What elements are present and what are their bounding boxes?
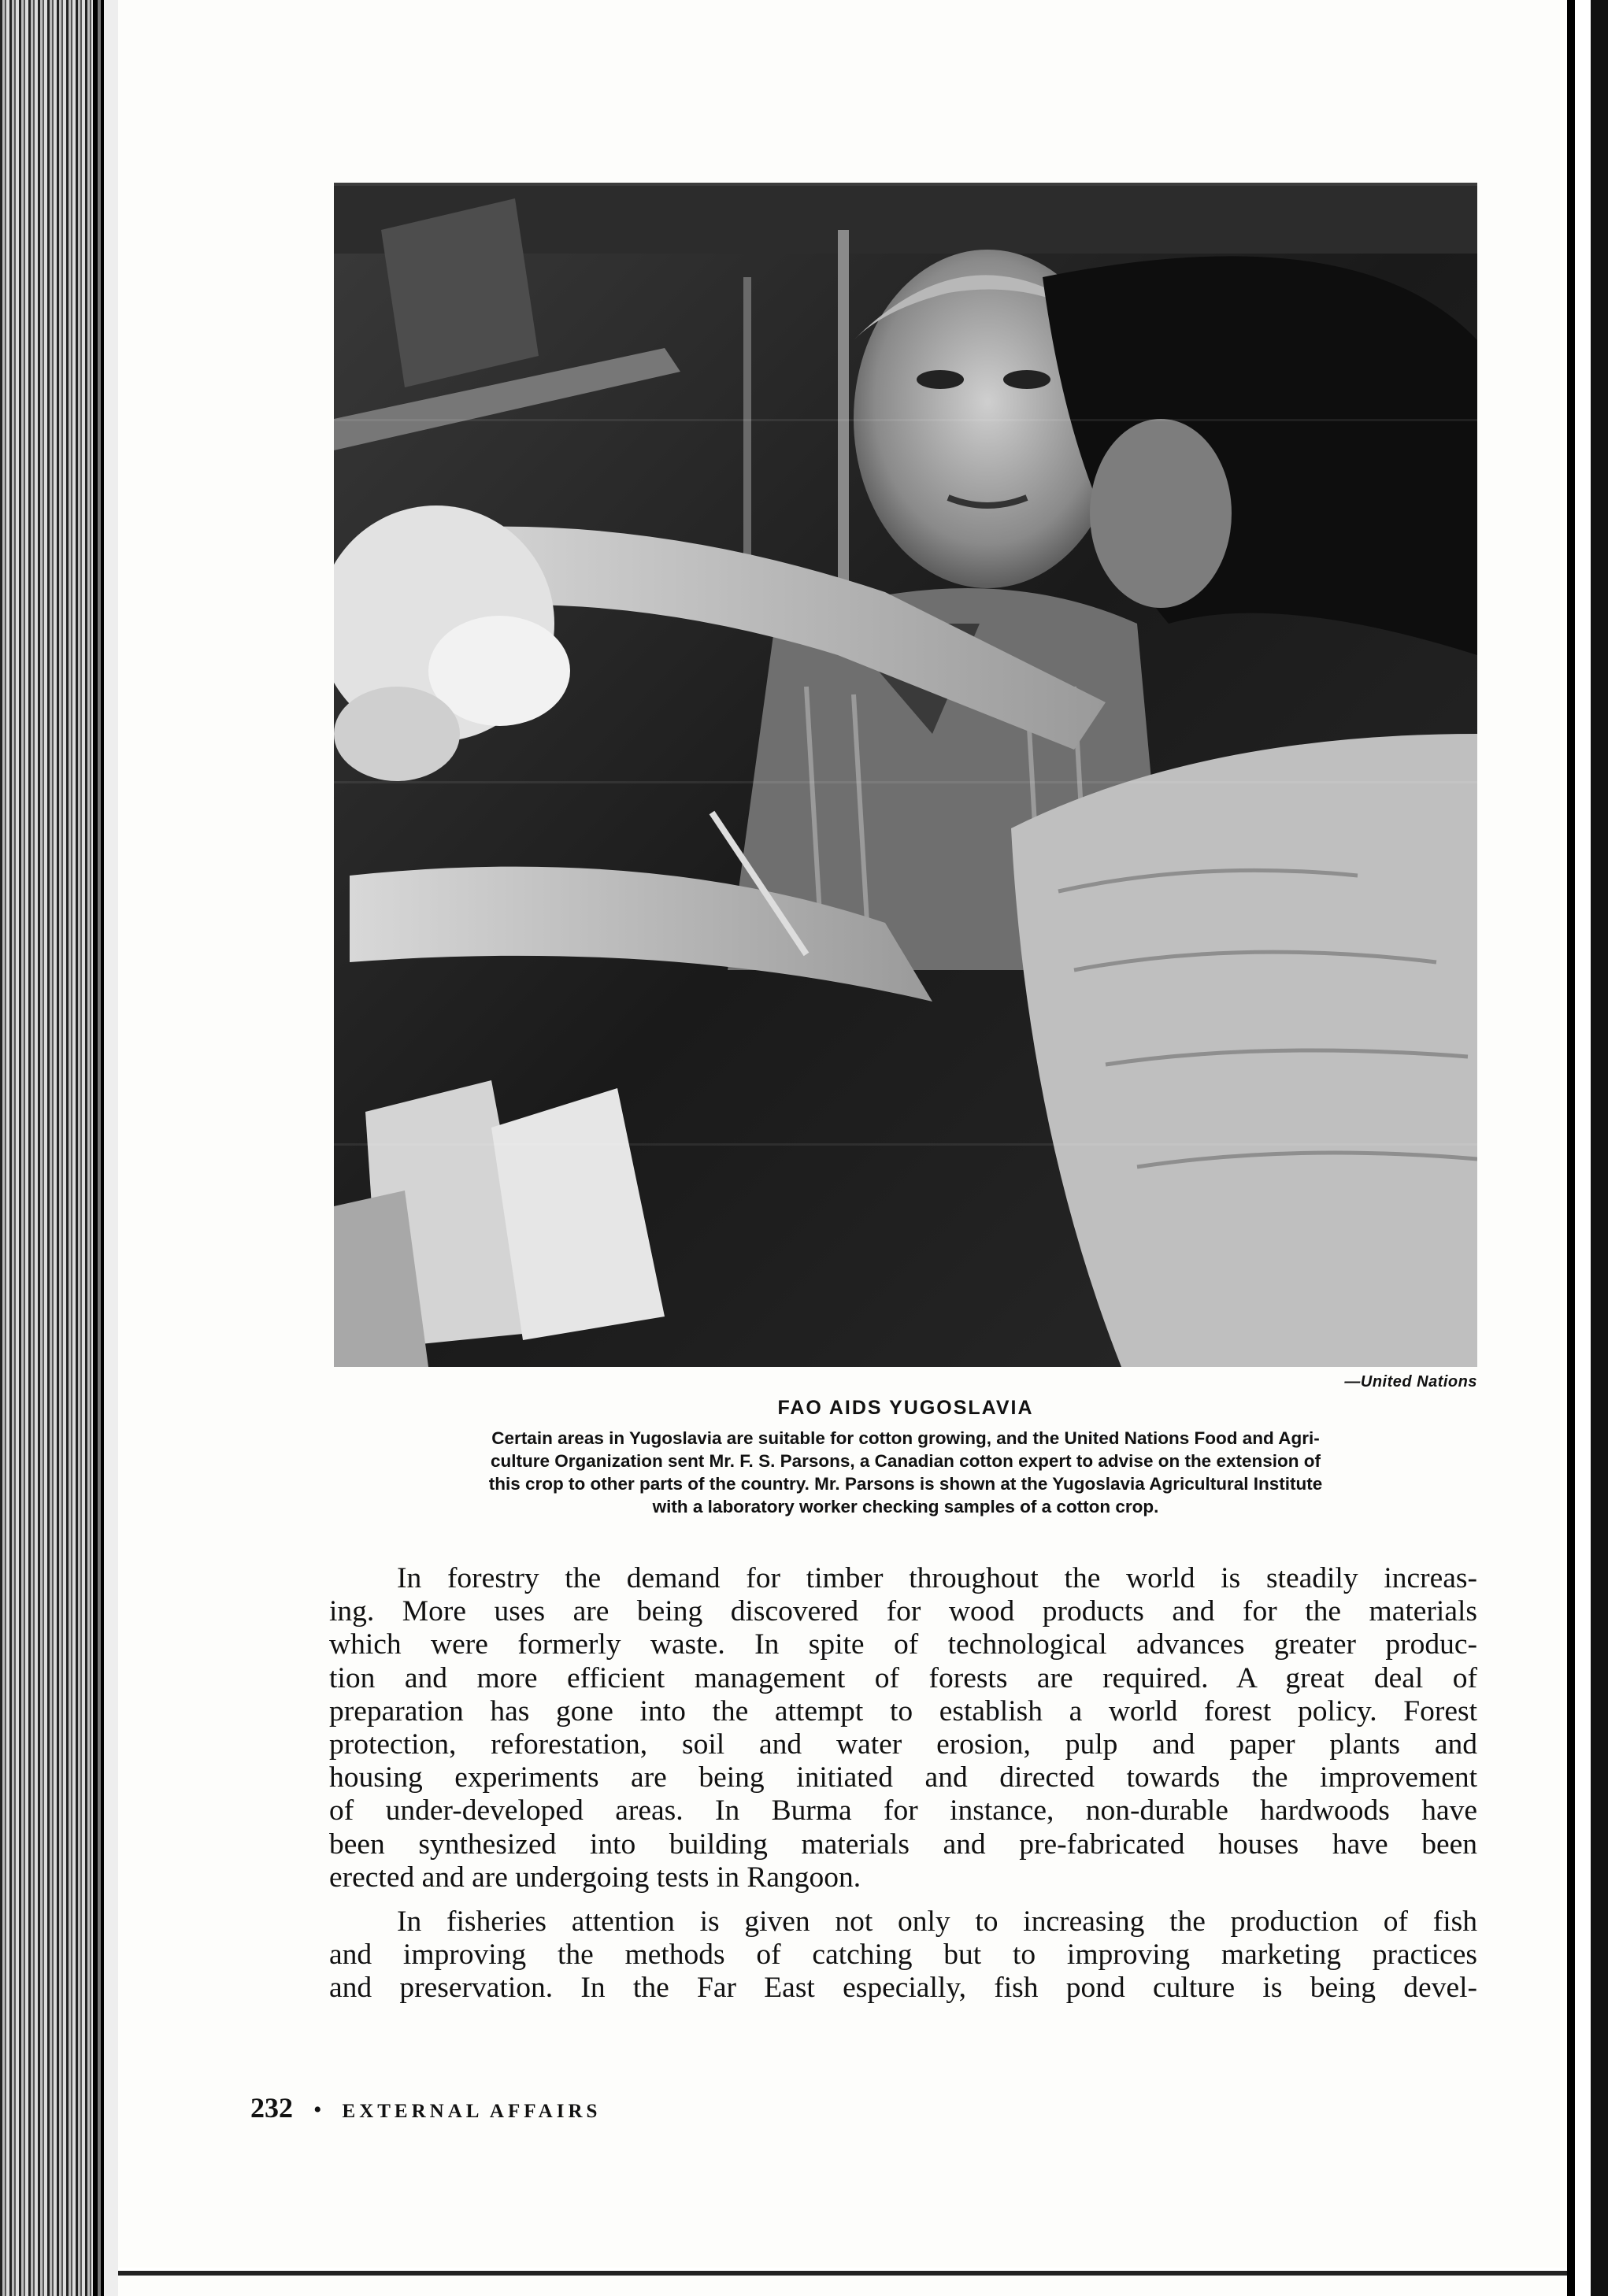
text-line: of under-developed areas. In Burma for instance, non-durable hardwoods have [329,1794,1477,1828]
journal-name: EXTERNAL AFFAIRS [342,2101,602,2122]
caption-line: Certain areas in Yugoslavia are suitable for cotton growing, and the United Nations Food and Agri- [491,1428,1320,1448]
text-line: housing experiments are being initiated and directed towards the improvement [329,1761,1477,1794]
caption-title: FAO AIDS YUGOSLAVIA [777,1397,1034,1419]
caption-line: culture Organization sent Mr. F. S. Parsons, a Canadian cotton expert to advise on the extension of [491,1451,1321,1471]
cotton-photo [334,183,1477,1367]
text-line: preparation has gone into the attempt to establish a world forest policy. Forest [329,1694,1477,1728]
binding-right-edge [1567,0,1608,2296]
footer-separator: • [313,2097,322,2123]
binding-fold [93,0,118,2296]
page-number: 232 [250,2092,293,2124]
page-footer [250,2091,601,2123]
text-line: tion and more efficient management of forests are required. A great deal of [329,1661,1477,1694]
text-line: and preservation. In the Far East especially, fish pond culture is being devel- [329,1972,1477,2005]
caption-line: this crop to other parts of the country. Mr. Parsons is shown at the Yugoslavia Agricultural Institute [488,1474,1323,1494]
text-line: protection, reforestation, soil and water erosion, pulp and paper plants and [329,1728,1477,1761]
photo-credit: —United Nations [1344,1373,1477,1391]
text-line: ing. More uses are being discovered for wood products and for the materials [329,1595,1477,1628]
paragraph-forestry [329,1562,1477,1894]
text-line: been synthesized into building materials and pre-fabricated houses have been [329,1828,1477,1861]
text-line: In fisheries attention is given not only to increasing the production of fish [397,1905,1477,1939]
page-bottom-edge [118,2268,1567,2276]
text-line: which were formerly waste. In spite of technological advances greater produc- [329,1628,1477,1661]
paragraph-fisheries [329,1905,1477,2005]
text-line: In forestry the demand for timber throughout the world is steadily increas- [397,1562,1477,1594]
text-line: erected and are undergoing tests in Rangoon. [329,1861,861,1894]
caption-text [334,1427,1477,1518]
caption-line: with a laboratory worker checking samples of a cotton crop. [652,1497,1159,1516]
text-line: and improving the methods of catching but to improving marketing practices [329,1939,1477,1972]
article-body [329,1562,1477,2016]
